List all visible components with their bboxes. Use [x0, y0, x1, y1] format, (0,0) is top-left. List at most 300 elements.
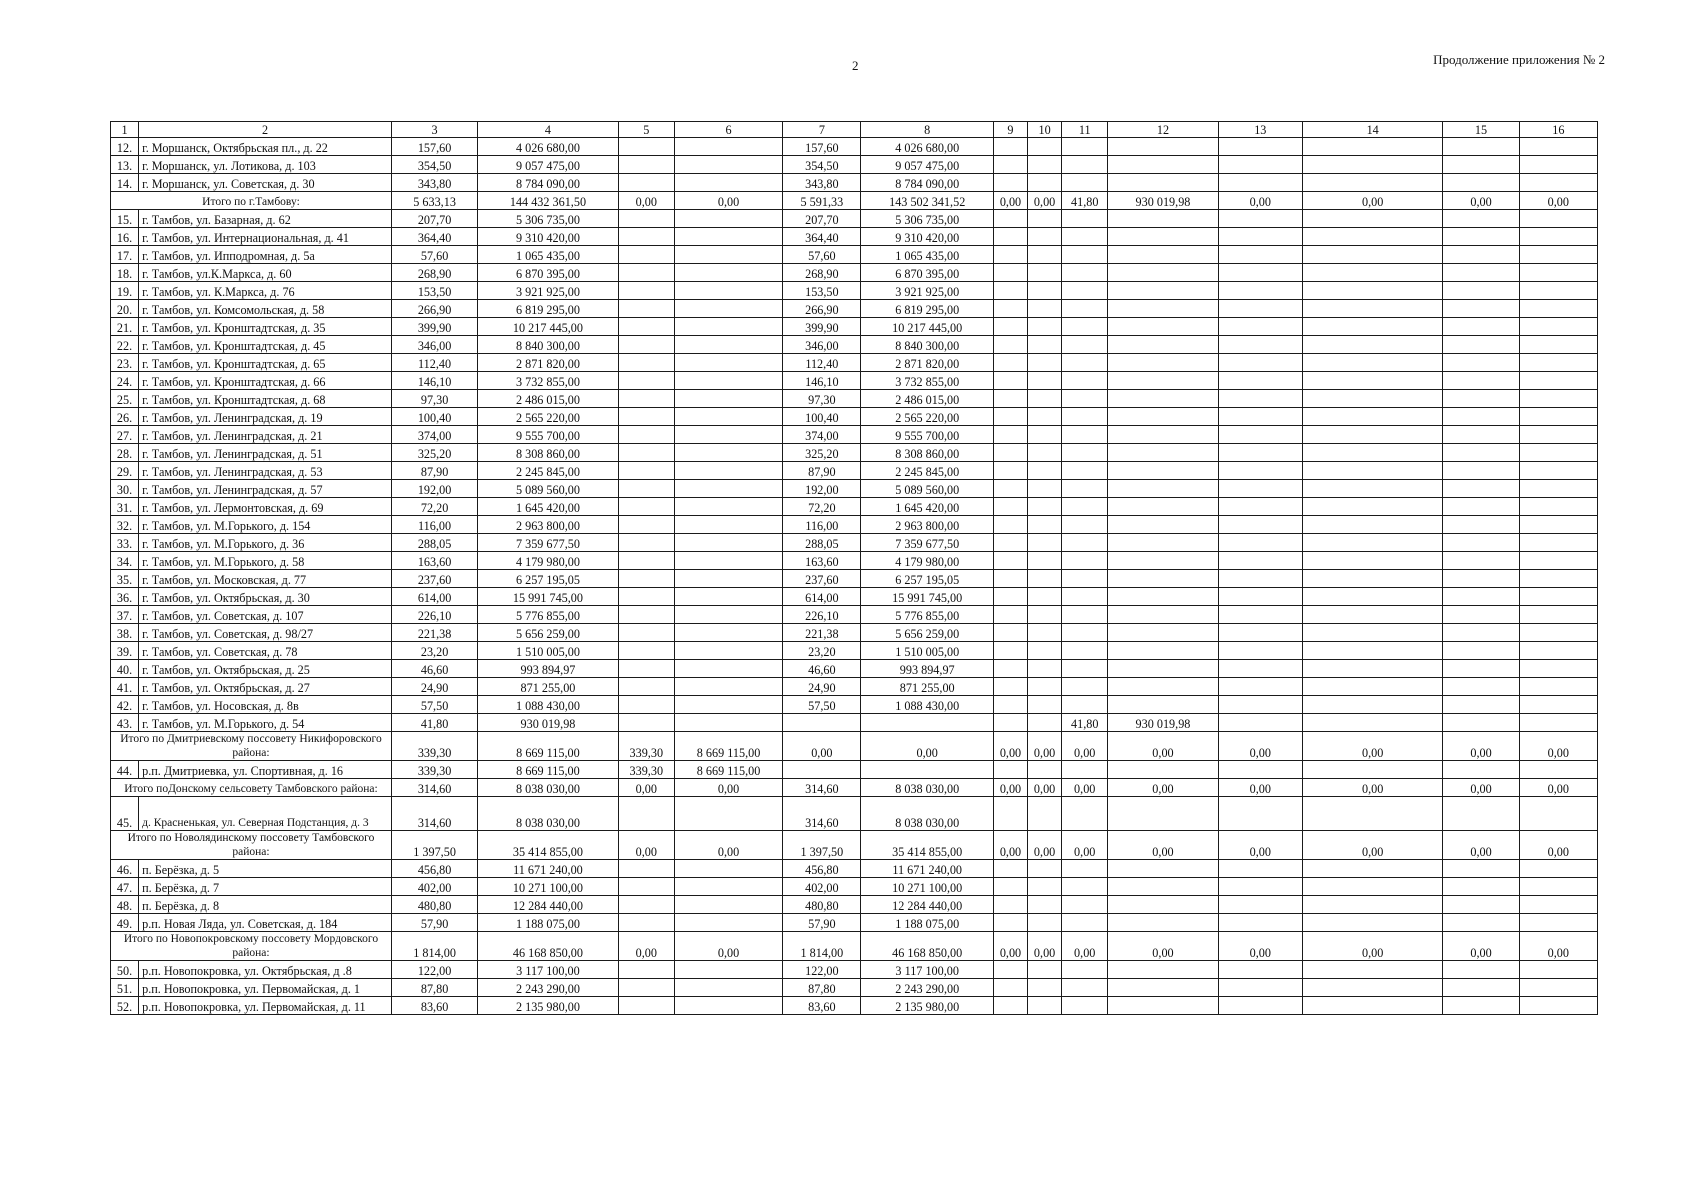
- value-cell-c15: [1443, 354, 1519, 372]
- value-cell-c9: [993, 534, 1027, 552]
- value-cell-c8: 2 243 290,00: [861, 979, 993, 997]
- row-number: 33.: [111, 534, 139, 552]
- value-cell-c11: [1062, 444, 1108, 462]
- value-cell-c11: [1062, 624, 1108, 642]
- value-cell-c12: [1108, 354, 1218, 372]
- value-cell-c16: [1519, 896, 1597, 914]
- value-cell-c3: 456,80: [391, 860, 477, 878]
- value-cell-c3: 57,60: [391, 246, 477, 264]
- value-cell-c16: 0,00: [1519, 732, 1597, 761]
- value-cell-c7: 325,20: [783, 444, 861, 462]
- value-cell-c6: 0,00: [674, 192, 782, 210]
- value-cell-c3: 153,50: [391, 282, 477, 300]
- value-cell-c16: [1519, 961, 1597, 979]
- value-cell-c6: [674, 696, 782, 714]
- address-cell: г. Тамбов, ул. Базарная, д. 62: [139, 210, 392, 228]
- value-cell-c8: 8 038 030,00: [861, 797, 993, 831]
- row-number: 27.: [111, 426, 139, 444]
- value-cell-c4: 4 026 680,00: [478, 138, 618, 156]
- column-header: 10: [1028, 122, 1062, 138]
- value-cell-c15: [1443, 516, 1519, 534]
- value-cell-c9: [993, 480, 1027, 498]
- subtotal-row: [111, 831, 1598, 860]
- value-cell-c13: [1218, 761, 1302, 779]
- value-cell-c14: [1302, 534, 1442, 552]
- value-cell-c6: [674, 372, 782, 390]
- value-cell-c5: 0,00: [618, 779, 674, 797]
- value-cell-c8: 8 308 860,00: [861, 444, 993, 462]
- value-cell-c9: [993, 300, 1027, 318]
- value-cell-c11: [1062, 761, 1108, 779]
- address-cell: г. Тамбов, ул.К.Маркса, д. 60: [139, 264, 392, 282]
- column-header: 3: [391, 122, 477, 138]
- value-cell-c5: [618, 570, 674, 588]
- value-cell-c16: [1519, 282, 1597, 300]
- value-cell-c15: [1443, 462, 1519, 480]
- value-cell-c8: 2 245 845,00: [861, 462, 993, 480]
- address-cell: г. Тамбов, ул. Ленинградская, д. 53: [139, 462, 392, 480]
- value-cell-c7: 268,90: [783, 264, 861, 282]
- value-cell-c3: 402,00: [391, 878, 477, 896]
- value-cell-c10: [1028, 282, 1062, 300]
- value-cell-c6: [674, 354, 782, 372]
- value-cell-c4: 8 784 090,00: [478, 174, 618, 192]
- subtotal-label: Итого поДонскому сельсовету Тамбовского района:: [111, 779, 392, 797]
- value-cell-c6: [674, 797, 782, 831]
- value-cell-c9: [993, 462, 1027, 480]
- value-cell-c12: [1108, 426, 1218, 444]
- value-cell-c7: 5 591,33: [783, 192, 861, 210]
- value-cell-c10: [1028, 390, 1062, 408]
- value-cell-c13: [1218, 318, 1302, 336]
- value-cell-c7: 346,00: [783, 336, 861, 354]
- value-cell-c16: [1519, 642, 1597, 660]
- value-cell-c16: [1519, 552, 1597, 570]
- value-cell-c4: 5 306 735,00: [478, 210, 618, 228]
- table-row: [111, 570, 1598, 588]
- address-cell: д. Красненькая, ул. Северная Подстанция, д. 3: [139, 797, 392, 831]
- address-cell: г. Тамбов, ул. Кронштадтская, д. 35: [139, 318, 392, 336]
- value-cell-c9: [993, 372, 1027, 390]
- value-cell-c7: 46,60: [783, 660, 861, 678]
- value-cell-c16: [1519, 797, 1597, 831]
- table-row: [111, 246, 1598, 264]
- value-cell-c6: [674, 896, 782, 914]
- value-cell-c15: [1443, 624, 1519, 642]
- value-cell-c4: 3 921 925,00: [478, 282, 618, 300]
- value-cell-c9: [993, 282, 1027, 300]
- value-cell-c16: [1519, 246, 1597, 264]
- value-cell-c10: 0,00: [1028, 831, 1062, 860]
- value-cell-c10: [1028, 300, 1062, 318]
- row-number: 47.: [111, 878, 139, 896]
- value-cell-c7: 87,90: [783, 462, 861, 480]
- value-cell-c11: [1062, 678, 1108, 696]
- value-cell-c6: [674, 714, 782, 732]
- value-cell-c10: [1028, 860, 1062, 878]
- value-cell-c7: 1 814,00: [783, 932, 861, 961]
- value-cell-c3: 24,90: [391, 678, 477, 696]
- subtotal-label: Итого по г.Тамбову:: [111, 192, 392, 210]
- address-cell: г. Тамбов, ул. Советская, д. 78: [139, 642, 392, 660]
- row-number: 31.: [111, 498, 139, 516]
- value-cell-c10: [1028, 516, 1062, 534]
- value-cell-c12: [1108, 914, 1218, 932]
- value-cell-c6: [674, 534, 782, 552]
- value-cell-c7: 57,90: [783, 914, 861, 932]
- value-cell-c4: 9 310 420,00: [478, 228, 618, 246]
- value-cell-c9: [993, 961, 1027, 979]
- value-cell-c8: 7 359 677,50: [861, 534, 993, 552]
- value-cell-c14: 0,00: [1302, 932, 1442, 961]
- value-cell-c10: [1028, 138, 1062, 156]
- address-cell: г. Тамбов, ул. М.Горького, д. 58: [139, 552, 392, 570]
- value-cell-c3: 1 397,50: [391, 831, 477, 860]
- value-cell-c4: 7 359 677,50: [478, 534, 618, 552]
- value-cell-c5: [618, 390, 674, 408]
- value-cell-c15: [1443, 390, 1519, 408]
- value-cell-c13: [1218, 444, 1302, 462]
- value-cell-c10: [1028, 914, 1062, 932]
- value-cell-c5: [618, 516, 674, 534]
- value-cell-c7: 112,40: [783, 354, 861, 372]
- value-cell-c6: 8 669 115,00: [674, 761, 782, 779]
- value-cell-c10: [1028, 678, 1062, 696]
- value-cell-c15: 0,00: [1443, 831, 1519, 860]
- value-cell-c8: 143 502 341,52: [861, 192, 993, 210]
- value-cell-c7: 83,60: [783, 997, 861, 1015]
- value-cell-c10: [1028, 210, 1062, 228]
- value-cell-c13: [1218, 588, 1302, 606]
- value-cell-c8: 1 645 420,00: [861, 498, 993, 516]
- value-cell-c15: 0,00: [1443, 732, 1519, 761]
- value-cell-c5: [618, 961, 674, 979]
- value-cell-c14: [1302, 246, 1442, 264]
- value-cell-c16: 0,00: [1519, 192, 1597, 210]
- value-cell-c6: [674, 624, 782, 642]
- table-row: [111, 264, 1598, 282]
- value-cell-c5: [618, 678, 674, 696]
- value-cell-c8: 15 991 745,00: [861, 588, 993, 606]
- value-cell-c15: [1443, 300, 1519, 318]
- value-cell-c11: [1062, 390, 1108, 408]
- value-cell-c11: [1062, 552, 1108, 570]
- table-row: [111, 660, 1598, 678]
- value-cell-c14: 0,00: [1302, 779, 1442, 797]
- value-cell-c7: 456,80: [783, 860, 861, 878]
- value-cell-c14: [1302, 480, 1442, 498]
- value-cell-c12: [1108, 480, 1218, 498]
- value-cell-c9: [993, 156, 1027, 174]
- value-cell-c5: [618, 588, 674, 606]
- value-cell-c7: 374,00: [783, 426, 861, 444]
- column-header: 11: [1062, 122, 1108, 138]
- row-number: 45.: [111, 797, 139, 831]
- value-cell-c9: [993, 878, 1027, 896]
- value-cell-c9: [993, 210, 1027, 228]
- value-cell-c6: 0,00: [674, 932, 782, 961]
- row-number: 18.: [111, 264, 139, 282]
- value-cell-c12: [1108, 678, 1218, 696]
- value-cell-c14: [1302, 997, 1442, 1015]
- value-cell-c14: 0,00: [1302, 192, 1442, 210]
- subtotal-label: Итого по Новолядинскому поссовету Тамбовского района:: [111, 831, 392, 860]
- table-row: [111, 914, 1598, 932]
- value-cell-c9: [993, 761, 1027, 779]
- value-cell-c7: 153,50: [783, 282, 861, 300]
- table-row: [111, 588, 1598, 606]
- value-cell-c13: [1218, 138, 1302, 156]
- value-cell-c13: [1218, 914, 1302, 932]
- address-cell: г. Моршанск, Октябрьская пл., д. 22: [139, 138, 392, 156]
- value-cell-c8: 9 310 420,00: [861, 228, 993, 246]
- value-cell-c5: [618, 979, 674, 997]
- table-row: [111, 997, 1598, 1015]
- value-cell-c3: 57,90: [391, 914, 477, 932]
- value-cell-c6: [674, 246, 782, 264]
- value-cell-c4: 6 819 295,00: [478, 300, 618, 318]
- value-cell-c14: [1302, 624, 1442, 642]
- value-cell-c8: 4 026 680,00: [861, 138, 993, 156]
- table-row: [111, 624, 1598, 642]
- value-cell-c9: [993, 660, 1027, 678]
- value-cell-c12: [1108, 444, 1218, 462]
- value-cell-c3: 116,00: [391, 516, 477, 534]
- row-number: 20.: [111, 300, 139, 318]
- row-number: 15.: [111, 210, 139, 228]
- value-cell-c7: 402,00: [783, 878, 861, 896]
- value-cell-c8: 2 486 015,00: [861, 390, 993, 408]
- value-cell-c14: [1302, 979, 1442, 997]
- value-cell-c7: 354,50: [783, 156, 861, 174]
- table-row: [111, 498, 1598, 516]
- header-row: [111, 122, 1598, 138]
- value-cell-c12: [1108, 210, 1218, 228]
- value-cell-c7: 364,40: [783, 228, 861, 246]
- value-cell-c4: 10 271 100,00: [478, 878, 618, 896]
- value-cell-c16: [1519, 498, 1597, 516]
- value-cell-c6: [674, 678, 782, 696]
- value-cell-c16: [1519, 228, 1597, 246]
- value-cell-c8: 8 038 030,00: [861, 779, 993, 797]
- table-row: [111, 282, 1598, 300]
- row-number: 51.: [111, 979, 139, 997]
- value-cell-c11: [1062, 997, 1108, 1015]
- value-cell-c12: [1108, 372, 1218, 390]
- value-cell-c16: [1519, 138, 1597, 156]
- value-cell-c11: [1062, 210, 1108, 228]
- value-cell-c4: 2 135 980,00: [478, 997, 618, 1015]
- value-cell-c13: [1218, 552, 1302, 570]
- table-row: [111, 480, 1598, 498]
- value-cell-c16: [1519, 354, 1597, 372]
- value-cell-c16: [1519, 606, 1597, 624]
- value-cell-c12: 930 019,98: [1108, 714, 1218, 732]
- value-cell-c7: 221,38: [783, 624, 861, 642]
- value-cell-c16: [1519, 878, 1597, 896]
- value-cell-c15: [1443, 678, 1519, 696]
- value-cell-c8: 8 784 090,00: [861, 174, 993, 192]
- value-cell-c16: 0,00: [1519, 932, 1597, 961]
- value-cell-c10: [1028, 642, 1062, 660]
- value-cell-c10: [1028, 961, 1062, 979]
- value-cell-c7: 146,10: [783, 372, 861, 390]
- value-cell-c13: [1218, 264, 1302, 282]
- page-number: 2: [852, 58, 859, 73]
- value-cell-c12: 0,00: [1108, 831, 1218, 860]
- value-cell-c16: [1519, 156, 1597, 174]
- value-cell-c4: 2 871 820,00: [478, 354, 618, 372]
- value-cell-c11: 41,80: [1062, 192, 1108, 210]
- value-cell-c8: 5 656 259,00: [861, 624, 993, 642]
- value-cell-c5: [618, 426, 674, 444]
- value-cell-c4: 6 870 395,00: [478, 264, 618, 282]
- value-cell-c11: [1062, 516, 1108, 534]
- value-cell-c9: 0,00: [993, 831, 1027, 860]
- value-cell-c16: [1519, 210, 1597, 228]
- value-cell-c11: [1062, 878, 1108, 896]
- value-cell-c11: [1062, 480, 1108, 498]
- value-cell-c14: [1302, 606, 1442, 624]
- value-cell-c11: [1062, 498, 1108, 516]
- table-row: [111, 797, 1598, 831]
- value-cell-c3: 46,60: [391, 660, 477, 678]
- value-cell-c6: [674, 336, 782, 354]
- address-cell: г. Тамбов, ул. Кронштадтская, д. 66: [139, 372, 392, 390]
- value-cell-c5: 0,00: [618, 932, 674, 961]
- value-cell-c11: [1062, 961, 1108, 979]
- value-cell-c9: [993, 896, 1027, 914]
- value-cell-c16: [1519, 372, 1597, 390]
- value-cell-c11: [1062, 570, 1108, 588]
- value-cell-c6: [674, 570, 782, 588]
- value-cell-c9: [993, 606, 1027, 624]
- value-cell-c16: [1519, 264, 1597, 282]
- value-cell-c14: [1302, 660, 1442, 678]
- value-cell-c7: 57,50: [783, 696, 861, 714]
- value-cell-c15: [1443, 228, 1519, 246]
- address-cell: р.п. Новая Ляда, ул. Советская, д. 184: [139, 914, 392, 932]
- value-cell-c9: [993, 174, 1027, 192]
- value-cell-c6: [674, 138, 782, 156]
- value-cell-c13: [1218, 696, 1302, 714]
- table-row: [111, 390, 1598, 408]
- address-cell: п. Берёзка, д. 5: [139, 860, 392, 878]
- value-cell-c12: [1108, 498, 1218, 516]
- value-cell-c5: [618, 624, 674, 642]
- value-cell-c3: 237,60: [391, 570, 477, 588]
- value-cell-c11: [1062, 660, 1108, 678]
- value-cell-c14: [1302, 961, 1442, 979]
- value-cell-c7: 157,60: [783, 138, 861, 156]
- value-cell-c4: 9 057 475,00: [478, 156, 618, 174]
- data-table: [110, 121, 1598, 1015]
- value-cell-c11: [1062, 300, 1108, 318]
- value-cell-c16: [1519, 624, 1597, 642]
- value-cell-c11: [1062, 336, 1108, 354]
- row-number: 41.: [111, 678, 139, 696]
- value-cell-c14: [1302, 896, 1442, 914]
- subtotal-row: [111, 192, 1598, 210]
- value-cell-c4: 4 179 980,00: [478, 552, 618, 570]
- value-cell-c13: [1218, 624, 1302, 642]
- value-cell-c7: 399,90: [783, 318, 861, 336]
- value-cell-c4: 2 245 845,00: [478, 462, 618, 480]
- value-cell-c11: [1062, 246, 1108, 264]
- address-cell: г. Тамбов, ул. Кронштадтская, д. 68: [139, 390, 392, 408]
- value-cell-c7: 23,20: [783, 642, 861, 660]
- value-cell-c8: [861, 761, 993, 779]
- value-cell-c4: 2 565 220,00: [478, 408, 618, 426]
- value-cell-c5: [618, 896, 674, 914]
- row-number: 49.: [111, 914, 139, 932]
- value-cell-c6: [674, 860, 782, 878]
- value-cell-c9: [993, 498, 1027, 516]
- value-cell-c16: [1519, 534, 1597, 552]
- value-cell-c11: 0,00: [1062, 779, 1108, 797]
- value-cell-c5: [618, 318, 674, 336]
- value-cell-c12: [1108, 896, 1218, 914]
- value-cell-c7: 122,00: [783, 961, 861, 979]
- value-cell-c9: [993, 678, 1027, 696]
- value-cell-c9: 0,00: [993, 932, 1027, 961]
- value-cell-c16: [1519, 660, 1597, 678]
- value-cell-c3: 226,10: [391, 606, 477, 624]
- value-cell-c13: 0,00: [1218, 831, 1302, 860]
- value-cell-c9: [993, 246, 1027, 264]
- value-cell-c13: [1218, 156, 1302, 174]
- value-cell-c3: 23,20: [391, 642, 477, 660]
- row-number: 32.: [111, 516, 139, 534]
- value-cell-c4: 5 656 259,00: [478, 624, 618, 642]
- value-cell-c8: 2 565 220,00: [861, 408, 993, 426]
- value-cell-c10: [1028, 444, 1062, 462]
- address-cell: п. Берёзка, д. 7: [139, 878, 392, 896]
- value-cell-c8: 46 168 850,00: [861, 932, 993, 961]
- value-cell-c15: [1443, 210, 1519, 228]
- value-cell-c9: [993, 228, 1027, 246]
- value-cell-c7: 116,00: [783, 516, 861, 534]
- value-cell-c5: [618, 878, 674, 896]
- value-cell-c5: 339,30: [618, 761, 674, 779]
- table-row: [111, 138, 1598, 156]
- value-cell-c14: [1302, 878, 1442, 896]
- value-cell-c6: [674, 606, 782, 624]
- value-cell-c6: [674, 156, 782, 174]
- value-cell-c15: [1443, 914, 1519, 932]
- value-cell-c6: [674, 282, 782, 300]
- value-cell-c7: 100,40: [783, 408, 861, 426]
- value-cell-c3: 146,10: [391, 372, 477, 390]
- table-row: [111, 878, 1598, 896]
- value-cell-c15: [1443, 642, 1519, 660]
- table-row: [111, 714, 1598, 732]
- value-cell-c12: [1108, 606, 1218, 624]
- value-cell-c10: [1028, 354, 1062, 372]
- value-cell-c15: [1443, 246, 1519, 264]
- value-cell-c4: 8 669 115,00: [478, 761, 618, 779]
- value-cell-c11: 0,00: [1062, 932, 1108, 961]
- value-cell-c7: 314,60: [783, 797, 861, 831]
- value-cell-c9: [993, 570, 1027, 588]
- value-cell-c14: [1302, 354, 1442, 372]
- value-cell-c14: [1302, 761, 1442, 779]
- value-cell-c8: 10 271 100,00: [861, 878, 993, 896]
- column-header: 1: [111, 122, 139, 138]
- table-row: [111, 156, 1598, 174]
- value-cell-c11: [1062, 642, 1108, 660]
- value-cell-c13: [1218, 860, 1302, 878]
